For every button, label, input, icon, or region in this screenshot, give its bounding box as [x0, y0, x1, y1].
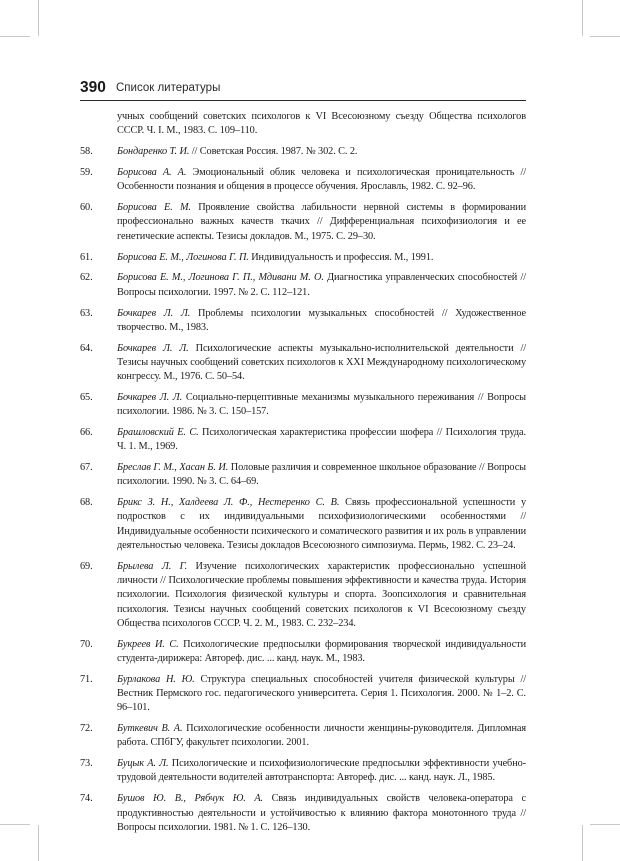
reference-authors: Бушов Ю. В., Рябчук Ю. А.	[117, 793, 264, 805]
reference-entry	[80, 496, 526, 553]
reference-authors: Бондаренко Т. И.	[117, 146, 190, 158]
page-number: 390	[80, 79, 106, 96]
reference-authors: Бочкарев Л. Л.	[117, 391, 183, 403]
reference-authors: Брылева Л. Г.	[117, 560, 188, 572]
reference-text: Психологические аспекты музыкально-исполнительской деятельности // Тезисы научных сообщений советских психологов к XXI Международному психологическому конгрессу. М., 1976. С. 50–54.	[117, 342, 526, 383]
crop-mark	[590, 36, 620, 37]
reference-text: Структура специальных способностей учителя физической культуры // Вестник Пермского гос. педагогического университета. Серия 1. Психология. 2000. № 1–2. С. 96–101.	[117, 673, 527, 714]
reference-entry	[80, 307, 526, 336]
reference-continuation: учных сообщений советских психологов к VI Всесоюзному съезду Общества психологов СССР. Ч. I. М., 1983. С. 109–110.	[117, 111, 526, 137]
reference-authors: Брикс З. Н., Халдеева Л. Ф., Нестеренко С. В.	[117, 497, 340, 509]
reference-entry	[80, 757, 526, 786]
reference-authors: Бурлакова Н. Ю.	[117, 673, 195, 685]
reference-entry	[80, 673, 526, 716]
reference-authors: Борисова Е. М., Логинова Г. П., Мдивани М. О.	[117, 272, 324, 284]
reference-authors: Буцык А. Л.	[117, 758, 169, 770]
reference-list	[80, 110, 526, 842]
reference-number: 59.	[80, 167, 93, 179]
crop-mark	[0, 824, 30, 825]
running-title: Список литературы	[116, 82, 221, 94]
reference-text: Психологические особенности личности женщины-руководителя. Дипломная работа. СПбГУ, факультет психологии. 2001.	[117, 723, 526, 749]
reference-number: 65.	[80, 391, 93, 403]
reference-number: 70.	[80, 638, 93, 650]
reference-authors: Бреслав Г. М., Хасан Б. И.	[117, 462, 229, 474]
reference-number: 64.	[80, 342, 93, 354]
reference-authors: Борисова А. А.	[117, 167, 187, 179]
reference-text: Половые различия и современное школьное образование // Вопросы психологии. 1990. № 3. С. 64–69.	[117, 462, 526, 488]
reference-number: 62.	[80, 272, 93, 284]
reference-number: 69.	[80, 560, 93, 572]
reference-text: Психологические предпосылки формирования творческой индивидуальности студента-дирижера: Автореф. дис. ... канд. наук. М., 1983.	[117, 638, 526, 664]
crop-mark	[0, 36, 30, 37]
crop-mark	[38, 0, 39, 36]
reference-entry	[80, 251, 526, 265]
reference-entry	[80, 271, 526, 300]
reference-number: 61.	[80, 251, 93, 263]
reference-number: 58.	[80, 146, 93, 158]
reference-entry	[80, 145, 526, 159]
reference-entry	[80, 342, 526, 385]
reference-number: 60.	[80, 202, 93, 214]
reference-number: 72.	[80, 723, 93, 735]
reference-entry	[80, 722, 526, 751]
reference-number: 66.	[80, 427, 93, 439]
page-header	[80, 80, 526, 101]
crop-mark	[38, 825, 39, 861]
reference-text: Проблемы психологии музыкальных способностей // Художественное творчество. М., 1983.	[117, 307, 526, 333]
reference-text: // Советская Россия. 1987. № 302. С. 2.	[189, 146, 358, 158]
reference-entry	[80, 426, 526, 455]
reference-authors: Букреев И. С.	[117, 638, 179, 650]
reference-number: 71.	[80, 673, 93, 685]
reference-authors: Борисова Е. М.	[117, 202, 191, 214]
reference-text: Индивидуальность и профессия. М., 1991.	[248, 251, 434, 263]
reference-number: 68.	[80, 497, 93, 509]
reference-authors: Борисова Е. М., Логинова Г. П.	[117, 251, 249, 263]
reference-number: 67.	[80, 462, 93, 474]
reference-authors: Бочкарев Л. Л.	[117, 307, 191, 319]
reference-text: Эмоциональный облик человека и психологическая проницательность // Особенности познания и общения в процессе обучения. Ярославль, 1982. С. 92–96.	[117, 167, 526, 193]
reference-authors: Бочкарев Л. Л.	[117, 342, 189, 354]
reference-text: Изучение психологических характеристик профессионально успешной личности // Психологические проблемы повышения эффективности и качества труда. История психологии. Психология физической культуры и спорта. Зоопсихология и сравнительная психология. Тезисы научных сообщений советских психологов к VI Всесоюзному съезду Общества психологов СССР. Ч. 2. М., 1983. С. 232–234.	[117, 560, 526, 629]
crop-mark	[582, 825, 583, 861]
reference-text: Связь индивидуальных свойств человека-оператора с продуктивностью деятельности и устойчивостью к влиянию фактора монотонного труда // Вопросы психологии. 1981. № 1. С. 126–130.	[117, 793, 526, 833]
reference-number: 74.	[80, 793, 93, 805]
reference-text: Социально-перцептивные механизмы музыкального переживания // Вопросы психологии. 1986. № 3. С. 150–157.	[117, 391, 527, 418]
crop-mark	[582, 0, 583, 36]
reference-number: 63.	[80, 307, 93, 319]
crop-mark	[590, 824, 620, 825]
reference-authors: Брашловский Е. С.	[117, 427, 199, 439]
reference-entry	[80, 638, 526, 667]
reference-entry	[80, 560, 526, 631]
reference-text: Психологические и психофизиологические предпосылки эффективности учебно-трудовой деятельности водителей автотранспорта: Автореф. дис. ... канд. наук. Л., 1985.	[117, 758, 526, 784]
reference-entry	[80, 166, 526, 195]
reference-text: Связь профессиональной успешности у подростков с их индивидуальными психофизиологическими особенностями // Индивидуальные особенности психического и соматического развития и их роль в управлении деятельностью человека. Тезисы докладов Всесоюзного симпозиума. Пермь, 1982. С. 23–24.	[117, 497, 526, 551]
reference-authors: Буткевич В. А.	[117, 723, 183, 735]
reference-entry	[80, 461, 526, 490]
reference-entry	[80, 201, 526, 244]
reference-text: Проявление свойства лабильности нервной системы в формировании профессионально важных качеств ткачих // Дифференциальная психофизиология и ее генетические аспекты. Тезисы докладов. М., 1975. С. 29–30.	[117, 202, 527, 242]
reference-text: Диагностика управленческих способностей // Вопросы психологии. 1997. № 2. С. 112–121.	[117, 272, 526, 298]
reference-text: Психологическая характеристика профессии шофера // Психология труда. Ч. 1. М., 1969.	[117, 427, 526, 453]
reference-entry	[80, 792, 526, 835]
reference-entry	[80, 391, 526, 420]
reference-number: 73.	[80, 758, 93, 770]
